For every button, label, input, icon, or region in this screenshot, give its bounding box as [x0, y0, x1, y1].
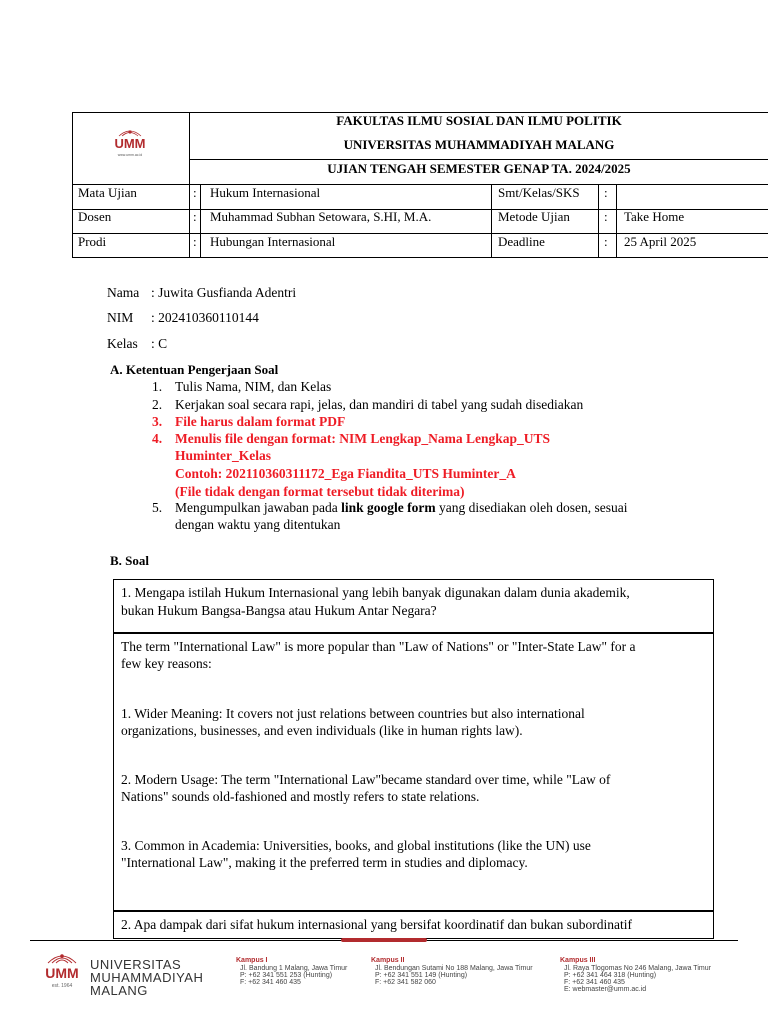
- campus-2-phone: P: +62 341 551 149 (Hunting): [375, 972, 468, 979]
- row-colon: :: [193, 209, 197, 224]
- answer-point-2-cont: Nations" sounds old-fashioned and mostly refers to state relations.: [121, 789, 480, 804]
- answer-intro-cont: few key reasons:: [121, 656, 212, 671]
- row-label2: Metode Ujian: [498, 209, 570, 224]
- rule-num: 3.: [152, 414, 163, 429]
- row-colon: :: [604, 234, 608, 249]
- student-nim-line: [107, 310, 259, 326]
- rule-text: yang disediakan oleh dosen, sesuai: [435, 500, 628, 515]
- footer-logo-est: est. 1964: [51, 983, 73, 989]
- rule-item: [152, 431, 550, 447]
- rule-num: 4.: [152, 431, 163, 446]
- footer-uni-name: UNIVERSITAS: [90, 957, 182, 972]
- row-value: Muhammad Subhan Setowara, S.HI, M.A.: [210, 209, 432, 224]
- campus-3-phone: P: +62 341 464 318 (Hunting): [564, 972, 657, 979]
- table-divider: [491, 184, 492, 258]
- section-a-title: A. Ketentuan Pengerjaan Soal: [110, 362, 279, 377]
- rule-item: [152, 500, 628, 516]
- row-label2: Smt/Kelas/SKS: [498, 185, 580, 200]
- campus-3-title: Kampus III: [560, 957, 596, 964]
- campus-1-phone: P: +62 341 551 253 (Hunting): [240, 972, 333, 979]
- row-value2: 25 April 2025: [624, 234, 697, 249]
- rule-text: Menulis file dengan format: NIM Lengkap_Nama Lengkap_UTS: [175, 431, 551, 446]
- row-label2: Deadline: [498, 234, 545, 249]
- rule-num: 1.: [152, 379, 163, 394]
- nim-label: NIM: [107, 310, 134, 325]
- campus-2-title: Kampus II: [371, 957, 405, 964]
- nama-label: Nama: [107, 285, 140, 300]
- campus-2-fax: F: +62 341 582 060: [375, 979, 436, 986]
- answer-point-2: 2. Modern Usage: The term "International Law"became standard over time, while "Law of: [121, 772, 611, 787]
- umm-logo-text: UMM: [114, 136, 146, 151]
- question-1-cont: bukan Hukum Bangsa-Bangsa atau Hukum Antar Negara?: [121, 603, 437, 618]
- row-value: Hubungan Internasional: [210, 234, 336, 249]
- table-divider: [189, 112, 190, 258]
- answer-point-3-cont: "International Law", making it the preferred term in studies and diplomacy.: [121, 855, 528, 870]
- exam-title: UJIAN TENGAH SEMESTER GENAP TA. 2024/2025: [327, 161, 631, 176]
- table-divider: [598, 184, 599, 258]
- row-colon: :: [193, 234, 197, 249]
- rule-text: Tulis Nama, NIM, dan Kelas: [175, 379, 332, 394]
- question-divider: [113, 910, 714, 912]
- section-b-title: B. Soal: [110, 553, 150, 568]
- question-2: 2. Apa dampak dari sifat hukum internasional yang bersifat koordinatif dan bukan subordinatif: [121, 917, 632, 932]
- umm-logo: [105, 126, 155, 160]
- footer-uni-name: MALANG: [90, 983, 148, 998]
- campus-2-address: Jl. Bendungan Sutami No 188 Malang, Jawa Timur: [375, 965, 533, 972]
- rule-num: 5.: [152, 500, 163, 515]
- question-1: 1. Mengapa istilah Hukum Internasional yang lebih banyak digunakan dalam dunia akademik,: [121, 585, 630, 600]
- google-form-link-text: link google form: [341, 500, 436, 515]
- row-colon: :: [193, 185, 197, 200]
- answer-intro: The term "International Law" is more popular than "Law of Nations" or "Inter-State Law" for a: [121, 639, 636, 654]
- rule-item-continuation: Huminter_Kelas: [175, 448, 271, 463]
- table-divider: [189, 159, 768, 160]
- footer-accent: [341, 938, 427, 942]
- nama-value: : Juwita Gusfianda Adentri: [151, 285, 297, 300]
- nim-value: : 202410360110144: [151, 310, 259, 325]
- rule-item: [152, 414, 345, 430]
- footer-logo-text: UMM: [45, 965, 79, 981]
- faculty-title: FAKULTAS ILMU SOSIAL DAN ILMU POLITIK: [336, 113, 622, 128]
- footer-umm-logo: [38, 947, 86, 995]
- rule-text: Kerjakan soal secara rapi, jelas, dan mandiri di tabel yang sudah disediakan: [175, 397, 584, 412]
- rule-item-continuation: dengan waktu yang ditentukan: [175, 517, 341, 532]
- kelas-label: Kelas: [107, 336, 138, 351]
- rule-warning: (File tidak dengan format tersebut tidak diterima): [175, 484, 465, 499]
- campus-3-address: Jl. Raya Tlogomas No 246 Malang, Jawa Timur: [564, 965, 711, 972]
- table-divider: [616, 184, 617, 258]
- kelas-value: : C: [151, 336, 168, 351]
- student-name-line: [107, 285, 296, 301]
- footer-uni-name: MUHAMMADIYAH: [90, 970, 204, 985]
- row-label: Dosen: [78, 209, 112, 224]
- answer-point-1-cont: organizations, businesses, and even individuals (like in human rights law).: [121, 723, 523, 738]
- campus-1-address: Jl. Bandung 1 Malang, Jawa Timur: [240, 965, 348, 972]
- student-kelas-line: [107, 336, 167, 352]
- row-label: Prodi: [78, 234, 107, 249]
- table-divider: [72, 184, 768, 185]
- question-divider: [113, 632, 714, 634]
- campus-3-fax: F: +62 341 460 435: [564, 979, 625, 986]
- row-value2: Take Home: [624, 209, 685, 224]
- row-colon: :: [604, 185, 608, 200]
- campus-1-fax: F: +62 341 460 435: [240, 979, 301, 986]
- row-value: Hukum Internasional: [210, 185, 321, 200]
- rule-text: Mengumpulkan jawaban pada: [175, 500, 342, 515]
- rule-item: [152, 397, 583, 413]
- row-label: Mata Ujian: [78, 185, 137, 200]
- row-colon: :: [604, 209, 608, 224]
- university-title: UNIVERSITAS MUHAMMADIYAH MALANG: [343, 137, 615, 152]
- rule-item: [152, 379, 331, 395]
- campus-3-email: E: webmaster@umm.ac.id: [564, 986, 647, 993]
- rule-text: File harus dalam format PDF: [175, 414, 346, 429]
- umm-logo-url: www.umm.ac.id: [117, 153, 143, 157]
- rule-example: Contoh: 202110360311172_Ega Fiandita_UTS Huminter_A: [175, 466, 516, 481]
- answer-point-3: 3. Common in Academia: Universities, books, and global institutions (like the UN) use: [121, 838, 591, 853]
- campus-1-title: Kampus I: [236, 957, 268, 964]
- table-divider: [200, 184, 201, 258]
- answer-point-1: 1. Wider Meaning: It covers not just relations between countries but also international: [121, 706, 585, 721]
- rule-num: 2.: [152, 397, 163, 412]
